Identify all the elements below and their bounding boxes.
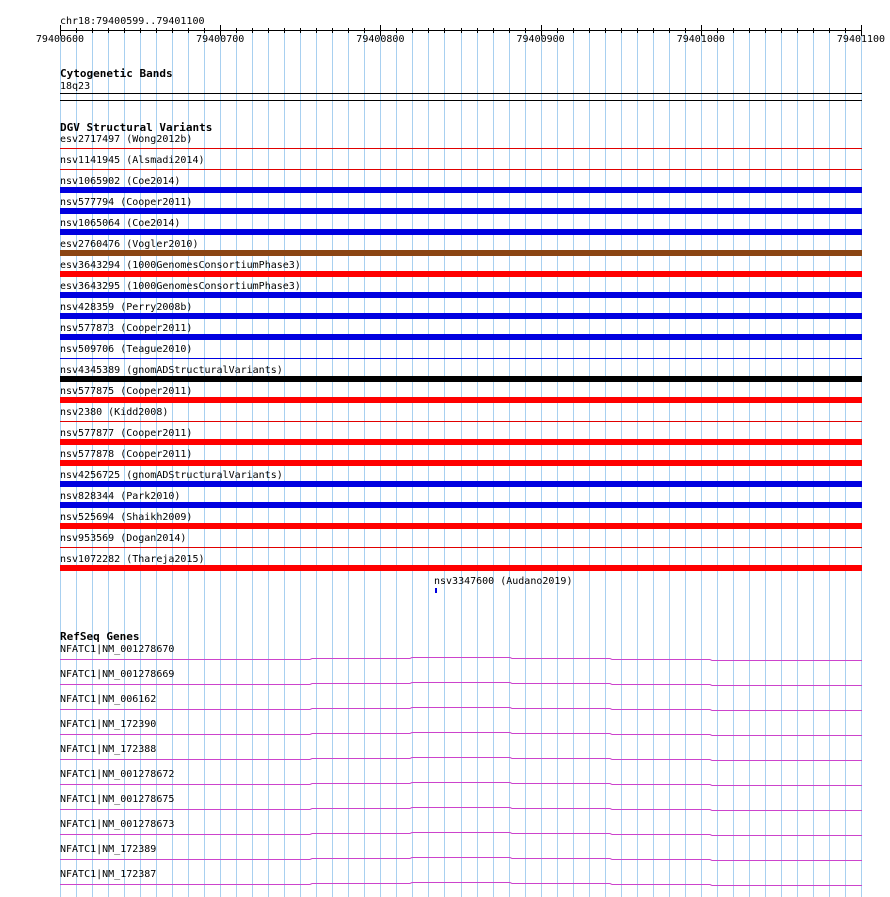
variant-label: nsv577875 (Cooper2011) (60, 386, 193, 397)
cytoband-label: 18q23 (60, 81, 91, 92)
variant-label: nsv953569 (Dogan2014) (60, 533, 187, 544)
gene-model[interactable] (60, 878, 862, 892)
variant-label: nsv1065064 (Coe2014) (60, 218, 181, 229)
variant-label: nsv2380 (Kidd2008) (60, 407, 169, 418)
ruler-tick-label: 79400700 (196, 34, 245, 45)
dgv-track-title: DGV Structural Variants (60, 121, 213, 134)
variant-bar[interactable] (60, 334, 862, 340)
variant-bar[interactable] (60, 421, 862, 422)
variant-bar[interactable] (60, 460, 862, 466)
ruler-tick-label: 79400600 (35, 34, 85, 45)
gene-label: NFATC1|NM_001278672 (60, 769, 175, 780)
variant-bar[interactable] (60, 376, 862, 382)
ruler-tick-label: 79401100 (836, 34, 886, 45)
gene-label: NFATC1|NM_001278669 (60, 669, 175, 680)
variant-label: esv3643295 (1000GenomesConsortiumPhase3) (60, 281, 301, 292)
gene-label: NFATC1|NM_172389 (60, 844, 157, 855)
coordinate-ruler[interactable] (0, 0, 890, 60)
variant-label: esv2717497 (Wong2012b) (60, 134, 193, 145)
variant-bar[interactable] (60, 250, 862, 256)
gene-label: NFATC1|NM_006162 (60, 694, 157, 705)
variant-bar[interactable] (60, 481, 862, 487)
variant-label: esv3643294 (1000GenomesConsortiumPhase3) (60, 260, 301, 271)
cytoband-track-title: Cytogenetic Bands (60, 67, 173, 80)
gene-label: NFATC1|NM_172390 (60, 719, 157, 730)
ruler-tick-label: 79401000 (676, 34, 725, 45)
variant-bar[interactable] (60, 358, 862, 359)
variant-label: esv2760476 (Vogler2010) (60, 239, 199, 250)
variant-label: nsv828344 (Park2010) (60, 491, 181, 502)
gene-model[interactable] (60, 678, 862, 692)
refseq-track-title: RefSeq Genes (60, 630, 140, 643)
cytoband-bar[interactable] (60, 93, 862, 101)
variant-bar[interactable] (60, 292, 862, 298)
gene-model[interactable] (60, 753, 862, 767)
ruler-tick-label: 79400800 (356, 34, 405, 45)
variant-label: nsv577873 (Cooper2011) (60, 323, 193, 334)
variant-label: nsv428359 (Perry2008b) (60, 302, 193, 313)
ruler-tick-label: 79400900 (516, 34, 565, 45)
small-variant-mark[interactable] (435, 588, 437, 593)
variant-bar[interactable] (60, 208, 862, 214)
variant-bar[interactable] (60, 313, 862, 319)
gene-model[interactable] (60, 653, 862, 667)
gene-model[interactable] (60, 728, 862, 742)
variant-label: nsv577877 (Cooper2011) (60, 428, 193, 439)
gene-label: NFATC1|NM_172387 (60, 869, 157, 880)
gene-label: NFATC1|NM_001278670 (60, 644, 175, 655)
small-variant-label: nsv3347600 (Audano2019) (434, 576, 573, 587)
gene-model[interactable] (60, 853, 862, 867)
gene-label: NFATC1|NM_001278673 (60, 819, 175, 830)
region-label: chr18:79400599..79401100 (60, 16, 205, 27)
variant-label: nsv4345389 (gnomADStructuralVariants) (60, 365, 283, 376)
variant-bar[interactable] (60, 229, 862, 235)
variant-bar[interactable] (60, 187, 862, 193)
variant-bar[interactable] (60, 547, 862, 548)
variant-bar[interactable] (60, 148, 862, 149)
variant-bar[interactable] (60, 523, 862, 529)
gene-label: NFATC1|NM_001278675 (60, 794, 175, 805)
variant-label: nsv1072282 (Thareja2015) (60, 554, 205, 565)
gene-model[interactable] (60, 703, 862, 717)
gene-model[interactable] (60, 828, 862, 842)
variant-label: nsv525694 (Shaikh2009) (60, 512, 193, 523)
variant-label: nsv509706 (Teague2010) (60, 344, 193, 355)
gene-label: NFATC1|NM_172388 (60, 744, 157, 755)
variant-label: nsv577794 (Cooper2011) (60, 197, 193, 208)
variant-label: nsv1065902 (Coe2014) (60, 176, 181, 187)
variant-bar[interactable] (60, 271, 862, 277)
variant-bar[interactable] (60, 502, 862, 508)
variant-label: nsv4256725 (gnomADStructuralVariants) (60, 470, 283, 481)
variant-bar[interactable] (60, 397, 862, 403)
gene-model[interactable] (60, 803, 862, 817)
variant-label: nsv577878 (Cooper2011) (60, 449, 193, 460)
variant-bar[interactable] (60, 169, 862, 170)
variant-bar[interactable] (60, 439, 862, 445)
gene-model[interactable] (60, 778, 862, 792)
variant-bar[interactable] (60, 565, 862, 571)
variant-label: nsv1141945 (Alsmadi2014) (60, 155, 205, 166)
